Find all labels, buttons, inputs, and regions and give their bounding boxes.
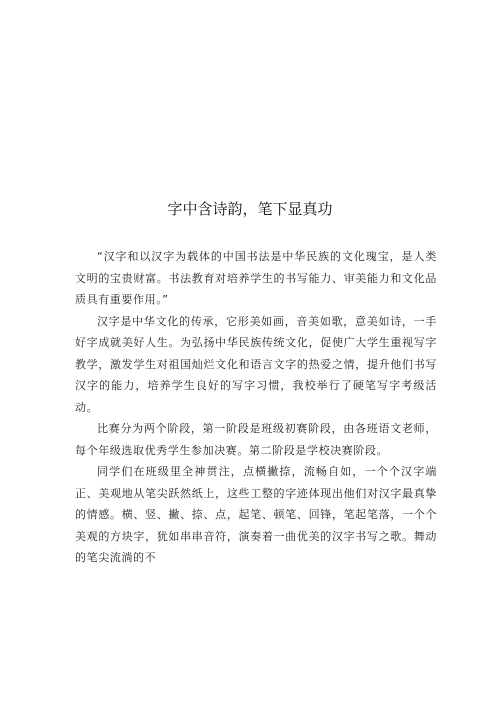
paragraph-stages: 比赛分为两个阶段，第一阶段是班级初赛阶段，由各班语文老师，每个年级选取优秀学生参加决赛。第二阶段是学校决赛阶段。 — [75, 422, 437, 457]
paragraph-intro: 汉字是中华文化的传承，它形美如画，音美如歌，意美如诗，一手好字成就美好人生。为弘扬中华民族传统文化，促使广大学生重视写字教学，激发学生对祖国灿烂文化和语言文字的热爱之情，提升他们书写汉字的能力，培养学生良好的写字习惯，我校举行了硬笔写字考级活动。 — [75, 314, 437, 414]
paragraph-quote: “汉字和以汉字为载体的中国书法是中华民族的文化瑰宝，是人类文明的宝贵财富。书法教育对培养学生的书写能力、审美能力和文化品质具有重要作用。” — [75, 250, 437, 306]
document-title: 字中含诗韵，笔下显真功 — [167, 200, 333, 218]
paragraph-writing: 同学们在班级里全神贯注，点横撇捺，流畅自如，一个个汉字端正、美观地从笔尖跃然纸上，这些工整的字迹体现出他们对汉字最真挚的情感。横、竖、撇、捺、点，起笔、顿笔、回锋，笔起笔落，一个个美观的方块字，犹如串串音符，演奏着一曲优美的汉字书写之歌。舞动的笔尖流淌的不 — [75, 465, 437, 564]
document-body — [75, 246, 437, 569]
